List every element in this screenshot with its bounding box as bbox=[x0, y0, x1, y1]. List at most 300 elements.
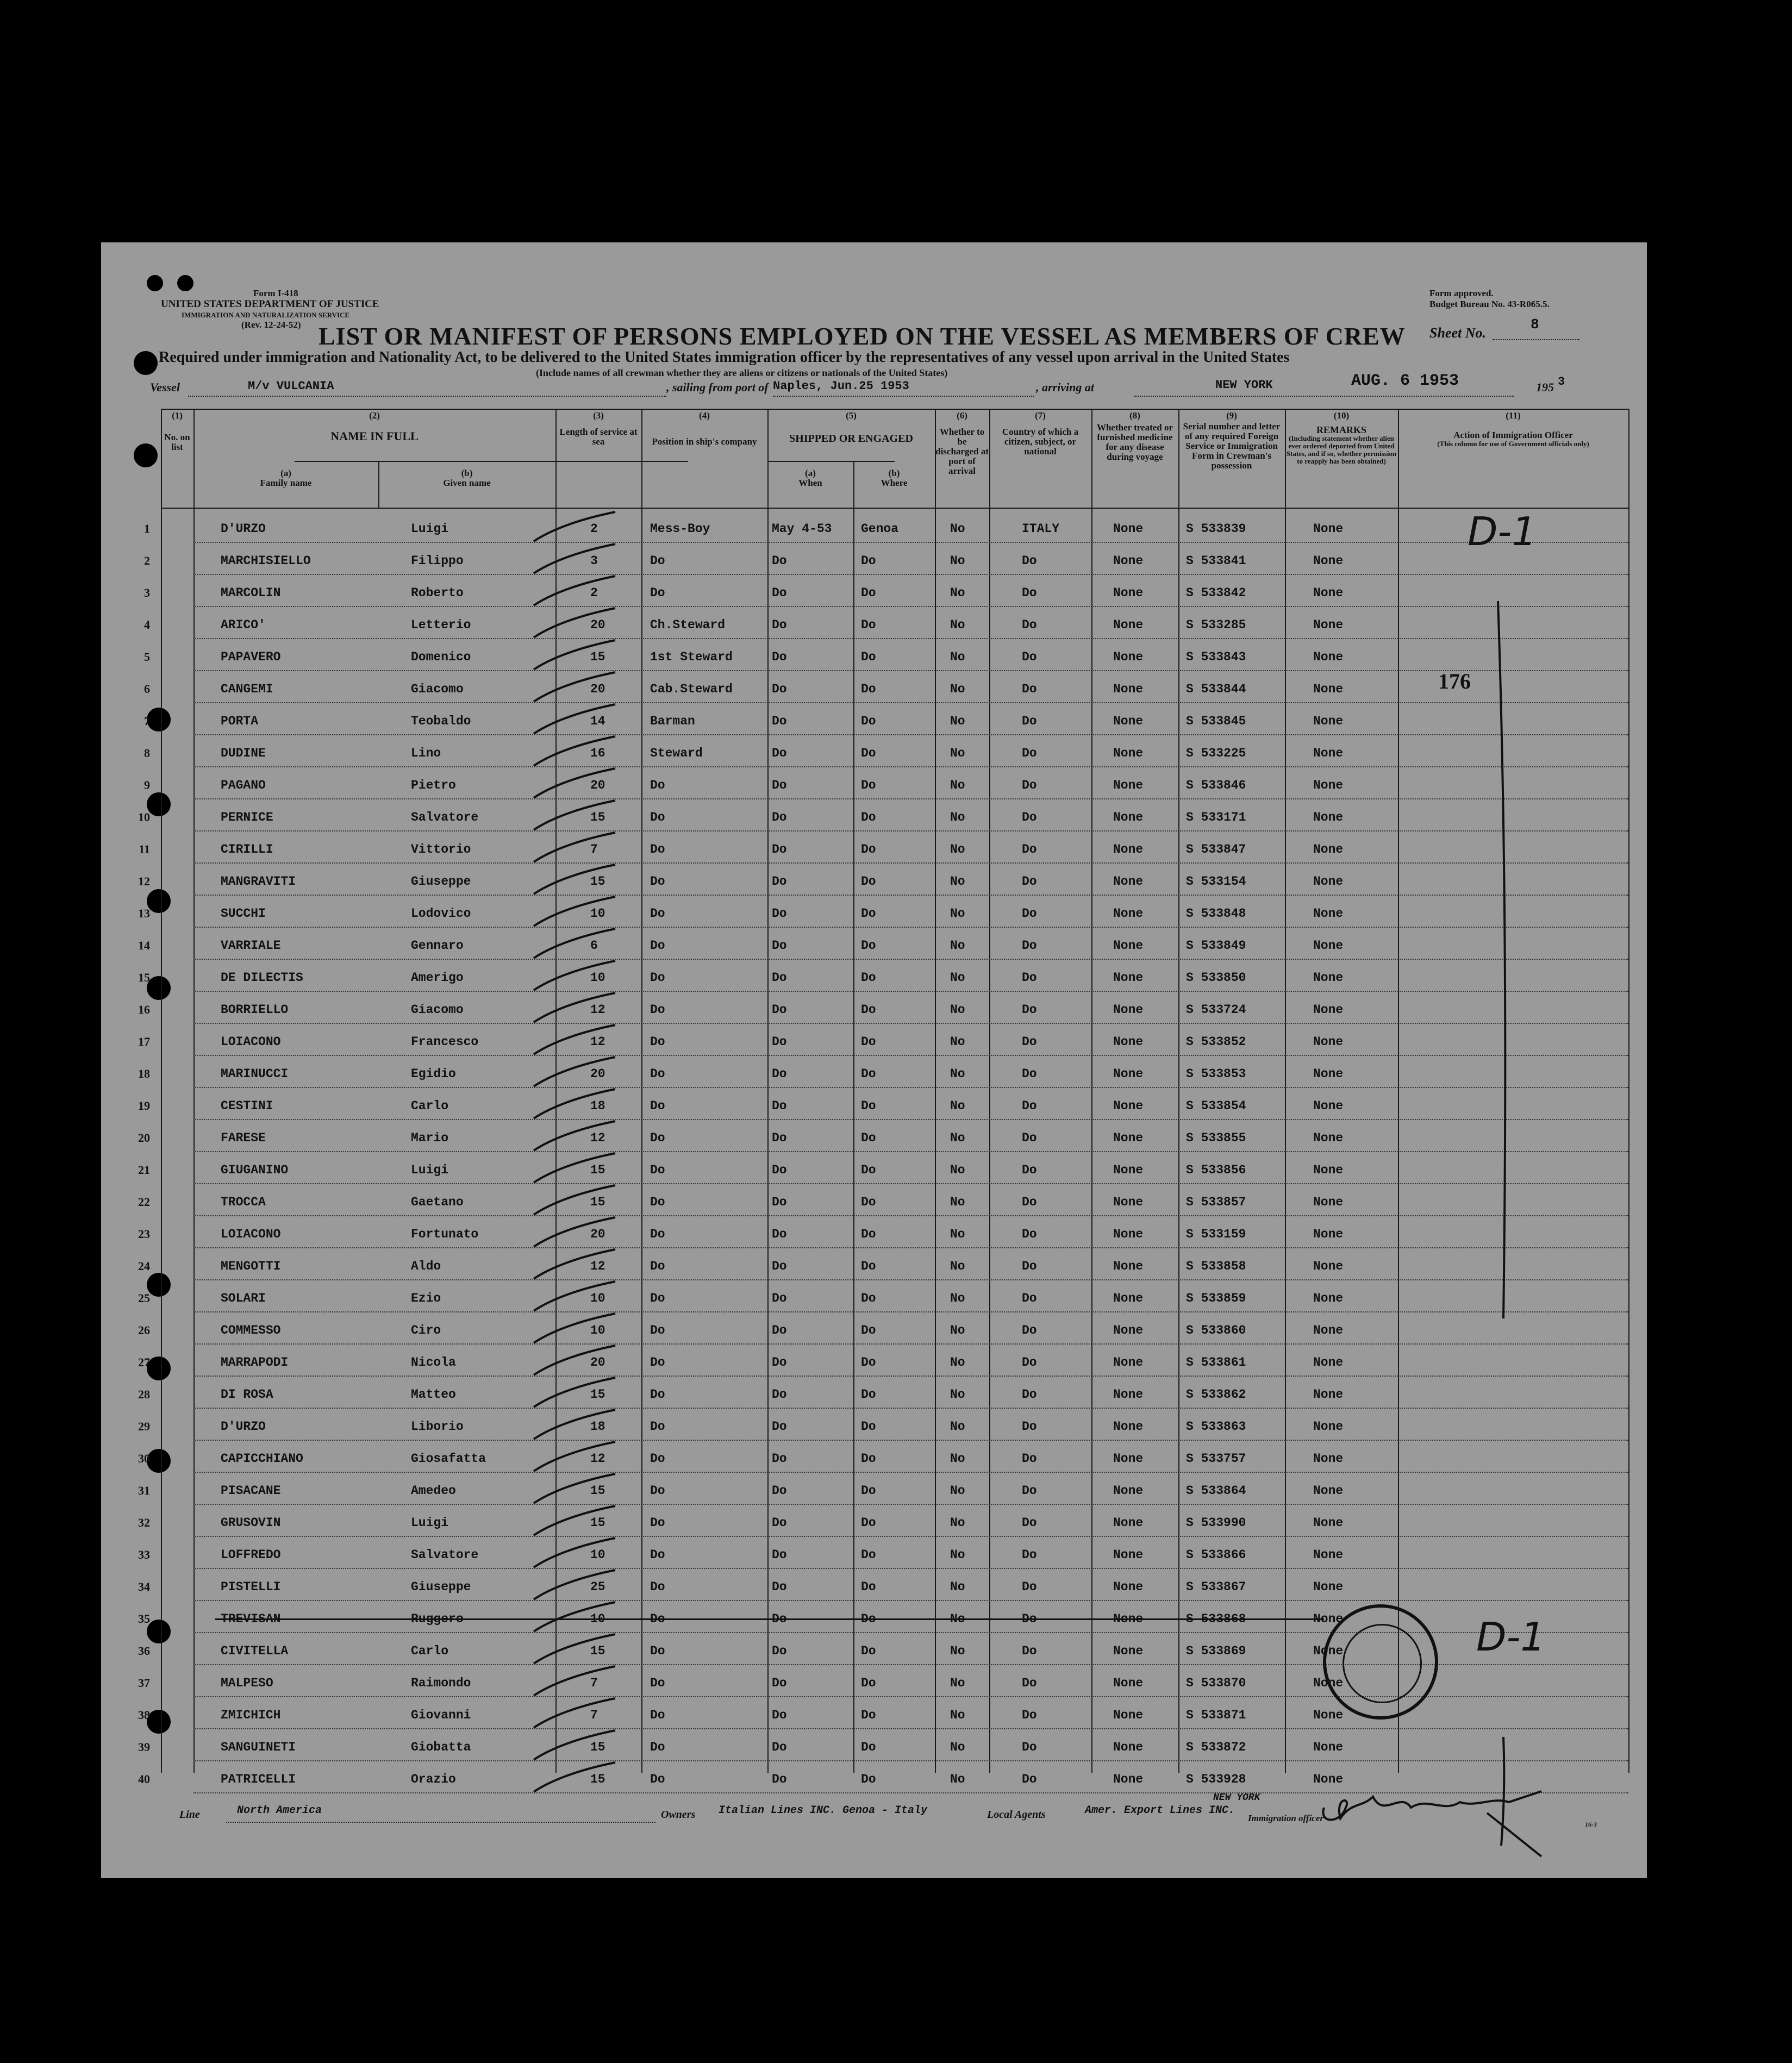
family-name: MANGRAVITI bbox=[221, 874, 296, 889]
medicine: None bbox=[1113, 1355, 1144, 1370]
shipped-when: Do bbox=[772, 586, 787, 600]
service-years: 20 bbox=[590, 618, 605, 632]
row-number: 31 bbox=[138, 1484, 150, 1497]
strike-line bbox=[215, 1618, 1324, 1620]
medicine: None bbox=[1113, 1003, 1144, 1017]
serial-number: S 533847 bbox=[1186, 842, 1246, 857]
discharge: No bbox=[950, 1484, 965, 1498]
remarks: None bbox=[1313, 1163, 1344, 1177]
officer-label: Immigration officer bbox=[1248, 1813, 1323, 1823]
table-row bbox=[144, 640, 1628, 672]
line-value: North America bbox=[237, 1804, 322, 1817]
family-name: PAGANO bbox=[221, 778, 266, 792]
budget-bureau: Budget Bureau No. 43-R065.5. bbox=[1429, 299, 1550, 309]
medicine: None bbox=[1113, 778, 1144, 792]
country: Do bbox=[1022, 1612, 1037, 1626]
shipped-when: Do bbox=[772, 1067, 787, 1081]
row-number: 5 bbox=[144, 650, 150, 664]
row-number: 30 bbox=[138, 1452, 150, 1465]
service-years: 15 bbox=[590, 1484, 605, 1498]
discharge: No bbox=[950, 682, 965, 696]
col-name: (2) NAME IN FULL bbox=[330, 410, 419, 443]
medicine: None bbox=[1113, 939, 1144, 953]
shipped-when: Do bbox=[772, 682, 787, 696]
row-number: 23 bbox=[138, 1227, 150, 1241]
remarks: None bbox=[1313, 1548, 1344, 1562]
row-rule bbox=[193, 1215, 1628, 1216]
medicine: None bbox=[1113, 1067, 1144, 1081]
serial-number: S 533990 bbox=[1186, 1516, 1246, 1530]
row-number: 4 bbox=[144, 618, 150, 632]
position: Do bbox=[650, 939, 665, 953]
row-rule bbox=[193, 766, 1628, 767]
row-number: 19 bbox=[138, 1099, 150, 1112]
discharge: No bbox=[950, 1644, 965, 1658]
given-name: Ciro bbox=[411, 1323, 441, 1337]
country: Do bbox=[1022, 1035, 1037, 1049]
serial-number: S 533872 bbox=[1186, 1740, 1246, 1754]
remarks: None bbox=[1313, 1676, 1344, 1690]
shipped-when: Do bbox=[772, 554, 787, 568]
family-name: CIRILLI bbox=[221, 842, 273, 857]
shipped-where: Do bbox=[861, 1227, 876, 1241]
service-years: 25 bbox=[590, 1580, 605, 1594]
medicine: None bbox=[1113, 1452, 1144, 1466]
row-rule bbox=[193, 862, 1628, 864]
shipped-when: Do bbox=[772, 1420, 787, 1434]
row-number: 38 bbox=[138, 1708, 150, 1722]
row-rule bbox=[193, 991, 1628, 992]
serial-number: S 533858 bbox=[1186, 1259, 1246, 1273]
discharge: No bbox=[950, 1131, 965, 1145]
serial-number: S 533154 bbox=[1186, 874, 1246, 889]
shipped-when: Do bbox=[772, 907, 787, 921]
table-row bbox=[138, 1570, 1628, 1602]
family-name: MARCHISIELLO bbox=[221, 554, 311, 568]
service-years: 15 bbox=[590, 1195, 605, 1209]
family-name: MENGOTTI bbox=[221, 1259, 281, 1273]
remarks: None bbox=[1313, 522, 1344, 536]
department: UNITED STATES DEPARTMENT OF JUSTICE bbox=[161, 298, 379, 310]
family-name: FARESE bbox=[221, 1131, 266, 1145]
row-number: 11 bbox=[139, 842, 150, 856]
given-name: Domenico bbox=[411, 650, 471, 664]
medicine: None bbox=[1113, 1035, 1144, 1049]
footer-city: NEW YORK bbox=[1213, 1792, 1260, 1803]
discharge: No bbox=[950, 1612, 965, 1626]
row-rule bbox=[193, 1343, 1628, 1345]
given-name: Giuseppe bbox=[411, 874, 471, 889]
medicine: None bbox=[1113, 586, 1144, 600]
shipped-where: Do bbox=[861, 1387, 876, 1402]
row-number: 40 bbox=[138, 1772, 150, 1786]
row-rule bbox=[193, 798, 1628, 799]
service-years: 18 bbox=[590, 1420, 605, 1434]
medicine: None bbox=[1113, 1580, 1144, 1594]
table-row bbox=[138, 865, 1628, 897]
owners-value: Italian Lines INC. Genoa - Italy bbox=[719, 1804, 928, 1817]
shipped-when: Do bbox=[772, 1676, 787, 1690]
discharge: No bbox=[950, 1099, 965, 1113]
discharge: No bbox=[950, 1740, 965, 1754]
service-years: 15 bbox=[590, 1772, 605, 1786]
row-number: 22 bbox=[138, 1195, 150, 1209]
serial-number: S 533862 bbox=[1186, 1387, 1246, 1402]
remarks: None bbox=[1313, 1580, 1344, 1594]
form-code: 16-3 bbox=[1585, 1821, 1597, 1828]
col-given: (b) Given name bbox=[443, 468, 491, 488]
serial-number: S 533171 bbox=[1186, 810, 1246, 824]
shipped-when: Do bbox=[772, 971, 787, 985]
discharge: No bbox=[950, 1323, 965, 1337]
row-rule bbox=[193, 542, 1628, 543]
table-row bbox=[138, 1153, 1628, 1185]
table-row bbox=[138, 929, 1628, 961]
given-name: Francesco bbox=[411, 1035, 479, 1049]
country: Do bbox=[1022, 714, 1037, 728]
row-rule bbox=[193, 1279, 1628, 1280]
family-name: GIUGANINO bbox=[221, 1163, 289, 1177]
position: Do bbox=[650, 1227, 665, 1241]
service-years: 2 bbox=[590, 522, 598, 536]
medicine: None bbox=[1113, 682, 1144, 696]
family-name: MARCOLIN bbox=[221, 586, 281, 600]
table-row bbox=[138, 1281, 1628, 1314]
position: Do bbox=[650, 1035, 665, 1049]
shipped-when: Do bbox=[772, 1003, 787, 1017]
shipped-when: Do bbox=[772, 618, 787, 632]
family-name: PERNICE bbox=[221, 810, 273, 824]
col-family: (a) Family name bbox=[260, 468, 312, 488]
remarks: None bbox=[1313, 554, 1344, 568]
shipped-where: Do bbox=[861, 682, 876, 696]
shipped-when: Do bbox=[772, 874, 787, 889]
discharge: No bbox=[950, 842, 965, 857]
service-years: 10 bbox=[590, 1548, 605, 1562]
shipped-where: Do bbox=[861, 1612, 876, 1626]
shipped-when: May 4-53 bbox=[772, 522, 832, 536]
row-number: 21 bbox=[138, 1163, 150, 1177]
medicine: None bbox=[1113, 714, 1144, 728]
given-name: Ezio bbox=[411, 1291, 441, 1305]
position: Do bbox=[650, 1548, 665, 1562]
country: Do bbox=[1022, 1131, 1037, 1145]
serial-number: S 533159 bbox=[1186, 1227, 1246, 1241]
crew-table bbox=[138, 409, 1628, 1789]
service-years: 2 bbox=[590, 586, 598, 600]
given-name: Luigi bbox=[411, 1516, 449, 1530]
service-years: 10 bbox=[590, 1612, 605, 1626]
table-row bbox=[138, 1346, 1628, 1378]
position: Do bbox=[650, 907, 665, 921]
service-years: 15 bbox=[590, 810, 605, 824]
vessel-label: Vessel bbox=[150, 380, 180, 394]
service-years: 15 bbox=[590, 1516, 605, 1530]
row-number: 13 bbox=[138, 907, 150, 920]
given-name: Giacomo bbox=[411, 1003, 464, 1017]
family-name: GRUSOVIN bbox=[221, 1516, 281, 1530]
col-when: (a) When bbox=[798, 468, 822, 488]
position: Barman bbox=[650, 714, 695, 728]
position: Do bbox=[650, 586, 665, 600]
shipped-where: Do bbox=[861, 1676, 876, 1690]
row-number: 32 bbox=[138, 1516, 150, 1529]
medicine: None bbox=[1113, 1323, 1144, 1337]
family-name: PATRICELLI bbox=[221, 1772, 296, 1786]
discharge: No bbox=[950, 1516, 965, 1530]
shipped-where: Do bbox=[861, 1291, 876, 1305]
table-row bbox=[138, 1378, 1628, 1410]
family-name: SOLARI bbox=[221, 1291, 266, 1305]
discharge: No bbox=[950, 1708, 965, 1722]
vessel-name: M/v VULCANIA bbox=[248, 379, 334, 393]
shipped-when: Do bbox=[772, 1484, 787, 1498]
shipped-where: Do bbox=[861, 778, 876, 792]
position: Do bbox=[650, 874, 665, 889]
table-row bbox=[138, 1089, 1628, 1121]
medicine: None bbox=[1113, 907, 1144, 921]
family-name: SANGUINETI bbox=[221, 1740, 296, 1754]
position: Do bbox=[650, 1003, 665, 1017]
service-years: 15 bbox=[590, 1740, 605, 1754]
row-rule bbox=[193, 1600, 1628, 1601]
shipped-where: Do bbox=[861, 907, 876, 921]
position: Do bbox=[650, 1708, 665, 1722]
serial-number: S 533844 bbox=[1186, 682, 1246, 696]
sheet-underline bbox=[1493, 339, 1579, 340]
medicine: None bbox=[1113, 1259, 1144, 1273]
service-years: 12 bbox=[590, 1452, 605, 1466]
family-name: MARINUCCI bbox=[221, 1067, 289, 1081]
serial-number: S 533845 bbox=[1186, 714, 1246, 728]
discharge: No bbox=[950, 1227, 965, 1241]
medicine: None bbox=[1113, 1772, 1144, 1786]
col-country: (7) Country of which a citizen, subject, or national bbox=[1002, 410, 1079, 457]
page-title: LIST OR MANIFEST OF PERSONS EMPLOYED ON THE VESSEL AS MEMBERS OF CREW bbox=[319, 322, 1406, 350]
family-name: COMMESSO bbox=[221, 1323, 281, 1337]
given-name: Pietro bbox=[411, 778, 456, 792]
discharge: No bbox=[950, 1580, 965, 1594]
position: Do bbox=[650, 554, 665, 568]
row-rule bbox=[193, 638, 1628, 639]
table-row bbox=[138, 1474, 1628, 1506]
remarks: None bbox=[1313, 1387, 1344, 1402]
row-rule bbox=[193, 1023, 1628, 1024]
country: Do bbox=[1022, 1323, 1037, 1337]
shipped-when: Do bbox=[772, 778, 787, 792]
shipped-when: Do bbox=[772, 1740, 787, 1754]
owners-label: Owners bbox=[661, 1809, 696, 1821]
sheet-number: 8 bbox=[1531, 316, 1539, 333]
discharge: No bbox=[950, 1035, 965, 1049]
country: Do bbox=[1022, 810, 1037, 824]
medicine: None bbox=[1113, 1708, 1144, 1722]
row-number: 6 bbox=[144, 682, 150, 696]
discharge: No bbox=[950, 714, 965, 728]
position: Do bbox=[650, 1644, 665, 1658]
shipped-where: Do bbox=[861, 1580, 876, 1594]
shipped-when: Do bbox=[772, 1387, 787, 1402]
medicine: None bbox=[1113, 650, 1144, 664]
medicine: None bbox=[1113, 1195, 1144, 1209]
row-rule bbox=[193, 1087, 1628, 1088]
medicine: None bbox=[1113, 1420, 1144, 1434]
col-no: (1) No. on list bbox=[164, 410, 190, 452]
service-years: 15 bbox=[590, 1644, 605, 1658]
row-number: 33 bbox=[138, 1548, 150, 1561]
row-number: 34 bbox=[138, 1580, 150, 1593]
discharge: No bbox=[950, 1259, 965, 1273]
given-name: Salvatore bbox=[411, 810, 479, 824]
shipped-when: Do bbox=[772, 1323, 787, 1337]
country: Do bbox=[1022, 971, 1037, 985]
shipped-when: Do bbox=[772, 1548, 787, 1562]
row-rule bbox=[193, 927, 1628, 928]
table-row bbox=[138, 1314, 1628, 1346]
given-name: Egidio bbox=[411, 1067, 456, 1081]
family-name: PORTA bbox=[221, 714, 259, 728]
remarks: None bbox=[1313, 586, 1344, 600]
table-row bbox=[138, 1442, 1628, 1474]
remarks: None bbox=[1313, 778, 1344, 792]
row-rule bbox=[193, 1536, 1628, 1537]
family-name: D'URZO bbox=[221, 1420, 266, 1434]
country: Do bbox=[1022, 746, 1037, 760]
position: Do bbox=[650, 842, 665, 857]
shipped-when: Do bbox=[772, 650, 787, 664]
remarks: None bbox=[1313, 1227, 1344, 1241]
medicine: None bbox=[1113, 522, 1144, 536]
table-row bbox=[144, 736, 1628, 768]
table-row bbox=[144, 768, 1628, 801]
medicine: None bbox=[1113, 1099, 1144, 1113]
remarks: None bbox=[1313, 1772, 1344, 1786]
country: Do bbox=[1022, 1452, 1037, 1466]
discharge: No bbox=[950, 1772, 965, 1786]
row-rule bbox=[193, 1728, 1628, 1729]
country: Do bbox=[1022, 1484, 1037, 1498]
col-discharge: (6) Whether to be discharged at port of arrival bbox=[935, 410, 989, 476]
row-rule bbox=[193, 574, 1628, 575]
col-shipped: (5) SHIPPED OR ENGAGED bbox=[789, 410, 913, 445]
remarks: None bbox=[1313, 650, 1344, 664]
shipped-where: Genoa bbox=[861, 522, 899, 536]
shipped-where: Do bbox=[861, 586, 876, 600]
family-name: DUDINE bbox=[221, 746, 266, 760]
form-number: Form I-418 bbox=[253, 288, 298, 298]
service-years: 14 bbox=[590, 714, 605, 728]
medicine: None bbox=[1113, 1484, 1144, 1498]
serial-number: S 533856 bbox=[1186, 1163, 1246, 1177]
discharge: No bbox=[950, 650, 965, 664]
position: Do bbox=[650, 810, 665, 824]
family-name: D'URZO bbox=[221, 522, 266, 536]
serial-number: S 533841 bbox=[1186, 554, 1246, 568]
position: Mess-Boy bbox=[650, 522, 710, 536]
serial-number: S 533225 bbox=[1186, 746, 1246, 760]
table-row bbox=[138, 961, 1628, 993]
country: Do bbox=[1022, 842, 1037, 857]
shipped-where: Do bbox=[861, 1131, 876, 1145]
discharge: No bbox=[950, 1452, 965, 1466]
row-number: 2 bbox=[144, 554, 150, 567]
service-years: 7 bbox=[590, 842, 598, 857]
shipped-where: Do bbox=[861, 971, 876, 985]
handwritten-mark-2: D-1 bbox=[1476, 1614, 1546, 1660]
position: Do bbox=[650, 1452, 665, 1466]
remarks: None bbox=[1313, 907, 1344, 921]
punch-hole bbox=[147, 275, 163, 291]
handwritten-number: 176 bbox=[1438, 669, 1471, 693]
service-years: 10 bbox=[590, 907, 605, 921]
remarks: None bbox=[1313, 1291, 1344, 1305]
row-number: 8 bbox=[144, 746, 150, 760]
shipped-where: Do bbox=[861, 746, 876, 760]
family-name: SUCCHI bbox=[221, 907, 266, 921]
position: Cab.Steward bbox=[650, 682, 733, 696]
serial-number: S 533855 bbox=[1186, 1131, 1246, 1145]
country: Do bbox=[1022, 1163, 1037, 1177]
serial-number: S 533870 bbox=[1186, 1676, 1246, 1690]
table-row bbox=[138, 1025, 1628, 1057]
discharge: No bbox=[950, 778, 965, 792]
serial-number: S 533849 bbox=[1186, 939, 1246, 953]
shipped-where: Do bbox=[861, 1644, 876, 1658]
family-name: LOFFREDO bbox=[221, 1548, 281, 1562]
shipped-when: Do bbox=[772, 1516, 787, 1530]
given-name: Lino bbox=[411, 746, 441, 760]
service-years: 18 bbox=[590, 1099, 605, 1113]
country: Do bbox=[1022, 1387, 1037, 1402]
shipped-where: Do bbox=[861, 1067, 876, 1081]
position: Do bbox=[650, 1676, 665, 1690]
medicine: None bbox=[1113, 971, 1144, 985]
remarks: None bbox=[1313, 1035, 1344, 1049]
position: Do bbox=[650, 1099, 665, 1113]
country: Do bbox=[1022, 1291, 1037, 1305]
sailing-label: , sailing from port of bbox=[666, 380, 769, 394]
shipped-when: Do bbox=[772, 1099, 787, 1113]
service-years: 7 bbox=[590, 1676, 598, 1690]
row-rule bbox=[193, 1247, 1628, 1248]
row-rule bbox=[193, 830, 1628, 832]
year-suffix: 195 bbox=[1536, 380, 1554, 394]
table-row bbox=[138, 1410, 1628, 1442]
serial-number: S 533846 bbox=[1186, 778, 1246, 792]
service-years: 10 bbox=[590, 1291, 605, 1305]
serial-number: S 533857 bbox=[1186, 1195, 1246, 1209]
position: Do bbox=[650, 1259, 665, 1273]
service-years: 20 bbox=[590, 778, 605, 792]
medicine: None bbox=[1113, 1676, 1144, 1690]
serial-number: S 533869 bbox=[1186, 1644, 1246, 1658]
given-name: Giosafatta bbox=[411, 1452, 486, 1466]
given-name: Mario bbox=[411, 1131, 449, 1145]
serial-number: S 533285 bbox=[1186, 618, 1246, 632]
table-row bbox=[138, 1538, 1628, 1570]
country: Do bbox=[1022, 1003, 1037, 1017]
row-number: 7 bbox=[144, 714, 150, 728]
position: Do bbox=[650, 1291, 665, 1305]
position: 1st Steward bbox=[650, 650, 733, 664]
country: ITALY bbox=[1022, 522, 1060, 536]
position: Do bbox=[650, 1484, 665, 1498]
remarks: None bbox=[1313, 1323, 1344, 1337]
position: Do bbox=[650, 1131, 665, 1145]
serial-number: S 533867 bbox=[1186, 1580, 1246, 1594]
row-rule bbox=[193, 1183, 1628, 1184]
remarks: None bbox=[1313, 746, 1344, 760]
